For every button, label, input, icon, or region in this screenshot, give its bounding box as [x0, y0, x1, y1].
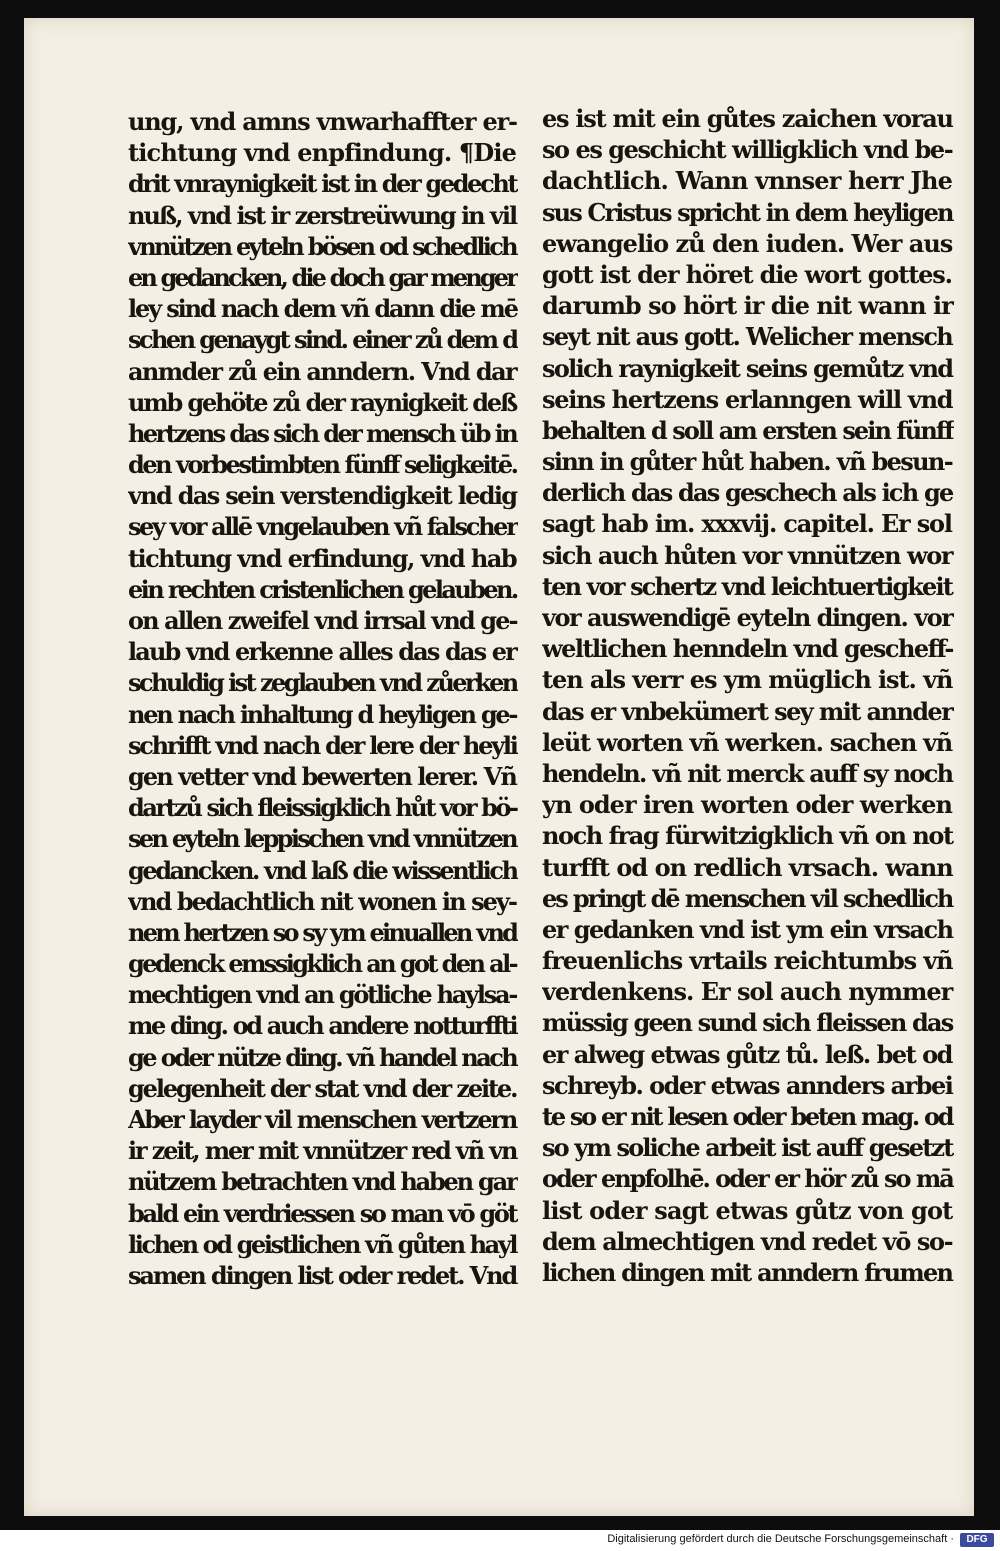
text-line: sus Cristus spricht in dem heyligen: [542, 197, 953, 227]
text-line: drit vnraynigkeit ist in der gedecht: [128, 169, 517, 199]
text-line: müssig geen sund sich fleissen das: [542, 1008, 953, 1038]
text-line: en gedancken, die doch gar menger: [128, 262, 516, 292]
text-line: ten als verr es ym müglich ist. vñ: [542, 665, 953, 695]
footer-credit: Digitalisierung gefördert durch die Deutsche Forschungsgemeinschaft ·: [607, 1533, 954, 1545]
text-line: gedancken. vnd laß die wissentlich: [128, 855, 517, 885]
text-line: samen dingen list oder redet. Vnd: [128, 1260, 517, 1290]
text-line: bald ein verdriessen so man vō göt: [128, 1198, 517, 1228]
text-line: er gedanken vnd ist ym ein vrsach: [542, 914, 953, 944]
text-line: darumb so hört ir die nit wann ir: [542, 291, 953, 321]
text-line: laub vnd erkenne alles das das er: [128, 637, 516, 667]
text-line: sey vor allē vngelauben vñ falscher: [128, 512, 517, 542]
text-line: schrifft vnd nach der lere der heyli: [128, 730, 517, 760]
text-line: dartzů sich fleissigklich hůt vor bö-: [128, 793, 517, 823]
text-line: leüt worten vñ werken. sachen vñ: [542, 727, 952, 757]
text-line: vnd das sein verstendigkeit ledig: [128, 481, 517, 511]
text-line: gelegenheit der stat vnd der zeite.: [128, 1073, 517, 1103]
text-line: seins hertzens erlanngen will vnd: [542, 384, 953, 414]
text-line: ir zeit, mer mit vnnützer red vñ vn: [128, 1136, 517, 1166]
text-line: hertzens das sich der mensch üb in: [128, 418, 517, 448]
text-line: es pringt dē menschen vil schedlich: [542, 883, 953, 913]
text-line: vnd bedachtlich nit wonen in sey-: [128, 886, 517, 916]
text-line: ten vor schertz vnd leichtuertigkeit: [542, 571, 952, 601]
text-line: lichen od geistlichen vñ gůten hayl: [128, 1229, 517, 1259]
text-line: schen genaygt sind. einer zů dem d: [128, 325, 517, 355]
text-line: nützem betrachten vnd haben gar: [128, 1167, 517, 1197]
text-line: dachtlich. Wann vnnser herr Jhe: [542, 166, 953, 196]
text-line: ein rechten cristenlichen gelauben.: [128, 574, 517, 604]
left-text-column: [128, 106, 518, 1291]
text-line: oder enpfolhē. oder er hör zů so mā: [542, 1164, 953, 1194]
text-line: tichtung vnd enpfindung. ¶Die: [128, 138, 517, 168]
text-line: nem hertzen so sy ym einuallen vnd: [128, 917, 517, 947]
text-line: sagt hab im. xxxvij. capitel. Er sol: [542, 509, 952, 539]
text-line: seyt nit aus gott. Welicher mensch: [542, 322, 953, 352]
text-line: te so er nit lesen oder beten mag. od: [542, 1102, 953, 1131]
text-line: ewangelio zů den iuden. Wer aus: [542, 228, 953, 258]
text-line: so ym soliche arbeit ist auff gesetzt: [542, 1133, 953, 1163]
text-line: weltlichen henndeln vnd gescheff-: [542, 634, 953, 664]
text-line: nuß, vnd ist ir zerstreüwung in vil: [128, 200, 517, 230]
text-line: freuenlichs vrtails reichtumbs vñ: [542, 946, 953, 976]
text-line: sen eyteln leppischen vnd vnnützen: [128, 824, 516, 854]
text-line: derlich das das geschech als ich ge: [542, 478, 953, 508]
text-line: list oder sagt etwas gůtz von got: [542, 1195, 953, 1225]
text-line: hendeln. vñ nit merck auff sy noch: [542, 758, 953, 788]
text-line: vnnützen eyteln bösen od schedlich: [128, 231, 516, 261]
text-line: solich raynigkeit seins gemůtz vnd: [542, 353, 953, 383]
text-line: noch frag fürwitzigklich vñ on not: [542, 821, 953, 851]
text-line: er alweg etwas gůtz tů. leß. bet od: [542, 1039, 952, 1069]
text-line: das er vnbekümert sey mit annder: [542, 696, 953, 726]
text-line: me ding. od auch andere notturffti: [128, 1011, 517, 1041]
text-line: ung, vnd amns vnwarhaffter er-: [128, 107, 517, 136]
text-line: dem almechtigen vnd redet vō so-: [542, 1226, 953, 1256]
text-line: verdenkens. Er sol auch nymmer: [542, 977, 953, 1007]
text-line: Aber layder vil menschen vertzern: [128, 1105, 517, 1134]
right-text-column: [542, 103, 954, 1288]
text-line: schuldig ist zeglauben vnd zůerken: [128, 668, 517, 698]
text-line: yn oder iren worten oder werken: [542, 790, 952, 820]
text-line: behalten d soll am ersten sein fünff: [542, 415, 953, 445]
dfg-logo: DFG: [960, 1533, 994, 1547]
text-line: nen nach inhaltung d heyligen ge-: [128, 699, 517, 729]
text-line: schreyb. oder etwas annders arbei: [542, 1070, 953, 1100]
text-line: tichtung vnd erfindung, vnd hab: [128, 543, 517, 573]
text-line: lichen dingen mit anndern frumen: [542, 1257, 953, 1287]
text-line: ley sind nach dem vñ dann die mē: [128, 294, 517, 324]
text-line: es ist mit ein gůtes zaichen vorau: [542, 104, 953, 133]
text-line: on allen zweifel vnd irrsal vnd ge-: [128, 606, 517, 635]
text-line: gott ist der höret die wort gottes.: [542, 259, 952, 289]
text-line: den vorbestimbten fünff seligkeitē.: [128, 450, 517, 480]
text-line: mechtigen vnd an götliche haylsa-: [128, 980, 517, 1010]
text-line: anmder zů ein anndern. Vnd dar: [128, 356, 517, 386]
text-line: sinn in gůter hůt haben. vñ besun-: [542, 447, 953, 477]
text-line: vor auswendigē eyteln dingen. vor: [542, 603, 953, 632]
text-line: so es geschicht willigklich vnd be-: [542, 135, 953, 165]
text-line: gedenck emssigklich an got den al-: [128, 949, 516, 979]
text-line: turfft od on redlich vrsach. wann: [542, 852, 953, 882]
text-line: gen vetter vnd bewerten lerer. Vñ: [128, 761, 516, 791]
text-line: umb gehöte zů der raynigkeit deß: [128, 387, 517, 417]
text-line: sich auch hůten vor vnnützen wor: [542, 540, 953, 570]
text-line: ge oder nütze ding. vñ handel nach: [128, 1042, 517, 1072]
